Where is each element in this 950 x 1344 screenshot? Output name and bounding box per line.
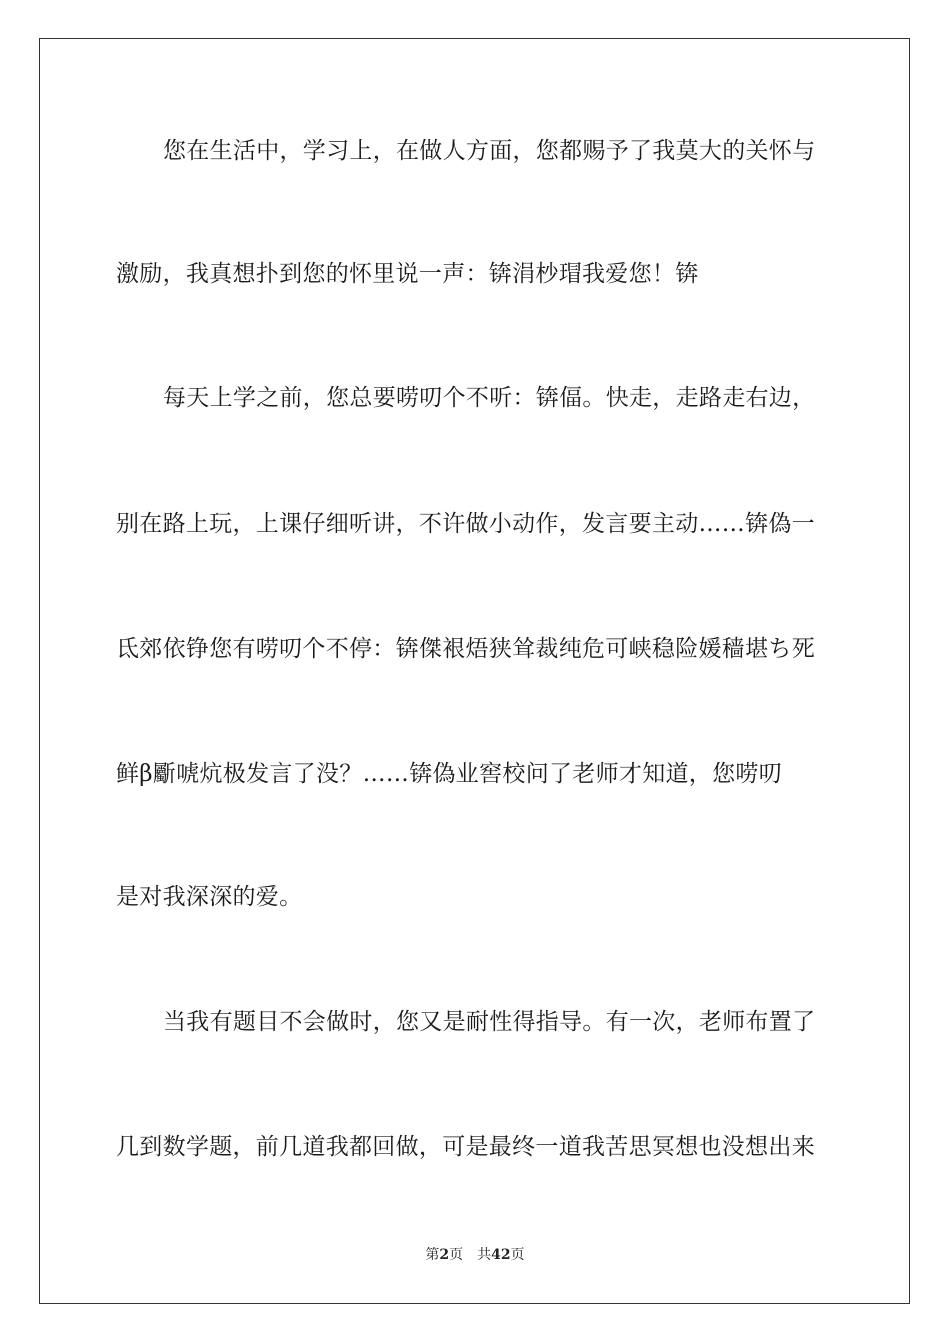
- paragraph-line-4: 别在路上玩，上课仔细听讲，不许做小动作，发言要主动……锛偽一: [116, 511, 815, 537]
- paragraph-line-8: 当我有题目不会做时，您又是耐性得指导。有一次，老师布置了: [163, 1009, 816, 1035]
- paragraph-line-5: 氐郊依铮您有唠叨个不停：锛傑裉焐狭耸裁纯危可峡稳险媛穑堪ち死: [116, 636, 815, 662]
- page-border: [39, 38, 910, 1304]
- total-prefix: 共: [477, 1247, 492, 1263]
- total-suffix: 页: [510, 1247, 525, 1263]
- paragraph-line-2: 激励，我真想扑到您的怀里说一声：锛涓杪瑁我爱您！锛: [116, 261, 699, 287]
- paragraph-line-7: 是对我深深的爱。: [116, 884, 303, 910]
- page-suffix: 页: [449, 1247, 464, 1263]
- paragraph-line-1: 您在生活中，学习上，在做人方面，您都赐予了我莫大的关怀与: [163, 138, 816, 164]
- total-pages: 42: [491, 1247, 511, 1263]
- page-prefix: 第: [425, 1247, 440, 1263]
- paragraph-line-6: 鲜β斸唬炕极发言了没？……锛偽业窖校问了老师才知道，您唠叨: [116, 761, 782, 787]
- paragraph-line-3: 每天上学之前，您总要唠叨个不听：锛偪。快走，走路走右边，: [163, 385, 816, 411]
- paragraph-line-9: 几到数学题，前几道我都回做，可是最终一道我苦思冥想也没想出来: [116, 1134, 815, 1160]
- page-number: 2: [439, 1247, 450, 1263]
- page-footer: [0, 1245, 950, 1265]
